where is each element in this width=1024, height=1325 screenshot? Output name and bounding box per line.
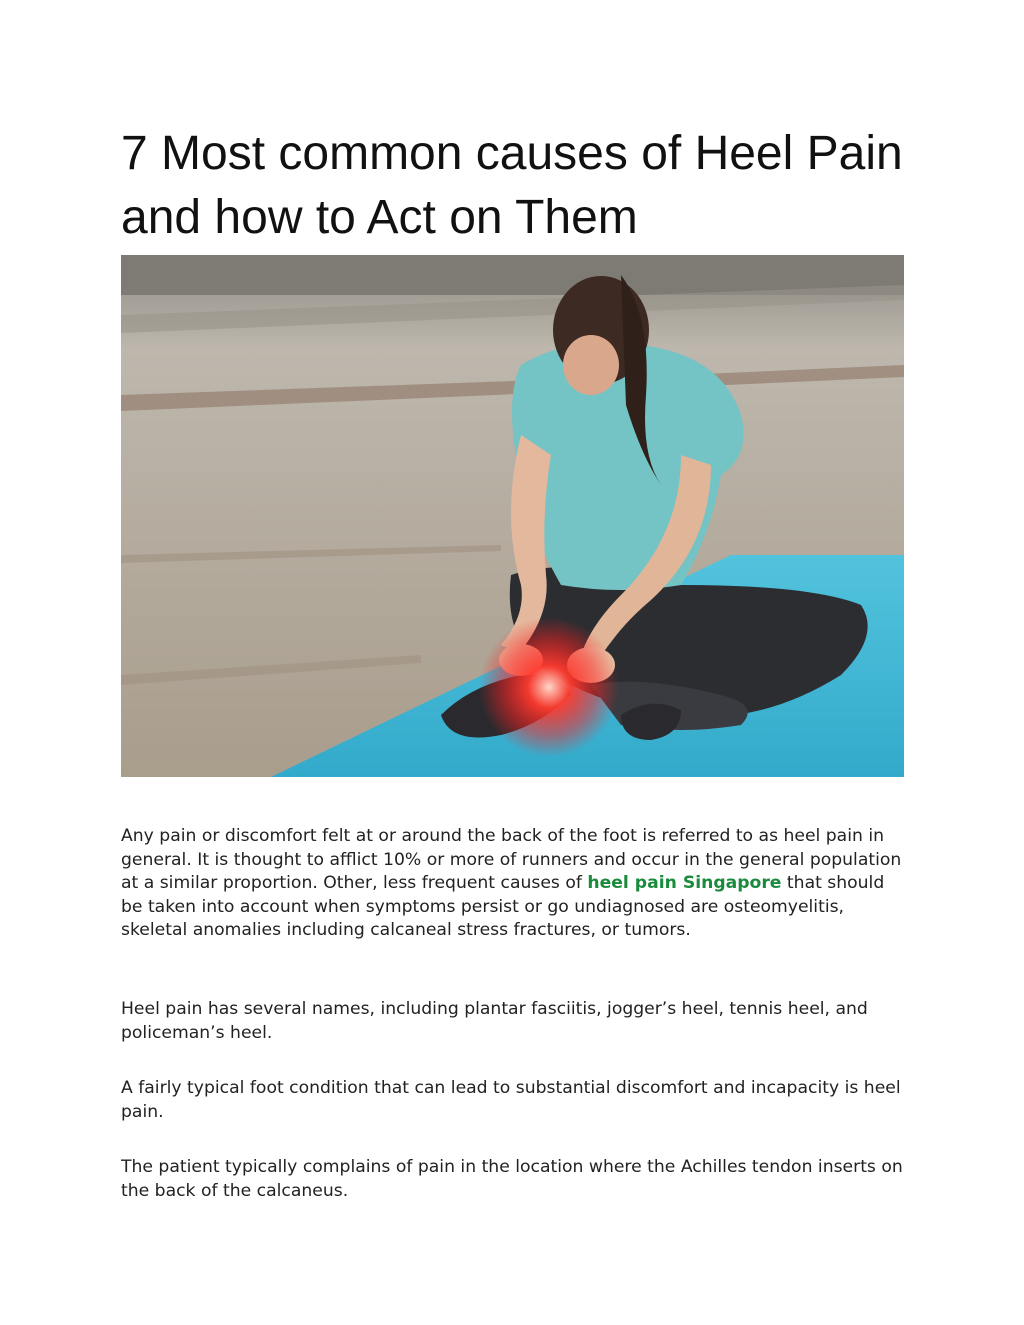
paragraph-intro-text-before: Any pain or discomfort felt at or around the back of the foot is referred to as heel pain in general. It is thought to afflict 10% or more of runners and occur in the general population at a similar proportion. Other, less frequent causes of (121, 826, 902, 893)
heel-pain-singapore-link[interactable]: heel pain Singapore (587, 873, 782, 893)
page-title: 7 Most common causes of Heel Pain and how to Act on Them (121, 127, 903, 244)
paragraph-intro-text-after: that should be taken into account when symptoms persist or go undiagnosed are osteomyelitis, skeletal anomalies including calcaneal stress fractures, or tumors. (121, 873, 885, 940)
woman-heel-pain-photo (121, 255, 904, 777)
paragraph-names: Heel pain has several names, including plantar fasciitis, jogger’s heel, tennis heel, and policeman’s heel. (121, 999, 868, 1043)
hero-image (121, 255, 904, 777)
paragraph-condition: A fairly typical foot condition that can lead to substantial discomfort and incapacity is heel pain. (121, 1078, 901, 1122)
paragraph-intro (121, 825, 911, 943)
paragraph-complaint: The patient typically complains of pain in the location where the Achilles tendon inserts on the back of the calcaneus. (121, 1157, 903, 1201)
